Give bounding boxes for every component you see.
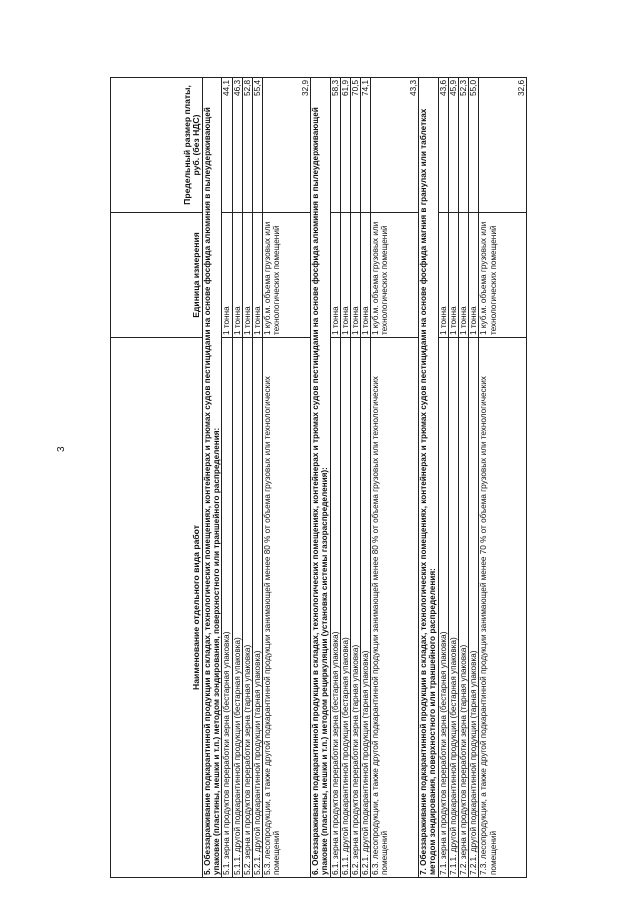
- work-name-cell: 7.2.1. другой подкарантинной продукции (тарная упаковка): [469, 338, 479, 878]
- fee-cell: 43,3: [371, 78, 419, 213]
- unit-cell: 1 куб.м. объема грузовых или технологических помещений: [263, 213, 311, 338]
- section-title: 6. Обеззараживание подкарантинной продукции в складах, технологических помещениях, контейнерах и трюмах судов пестицидами на основе фосфида алюминия в пылеудерживающей упаковке (пластины, мешки и т.п.) методом рециркуляции (установка системы газораспределения):: [311, 78, 330, 878]
- table-row: [263, 78, 311, 878]
- work-name-cell: 6.3. лесопродукции, а также другой подкарантинной продукции занимающей менее 80 % от объема грузовых или технологических помещений: [371, 338, 419, 878]
- work-name-cell: 7.2. зерна и продуктов переработки зерна (тарная упаковка): [459, 338, 469, 878]
- price-table: [110, 77, 527, 878]
- table-row: [479, 78, 527, 878]
- unit-cell: 1 куб.м. объема грузовых или технологических помещений: [479, 213, 527, 338]
- fee-cell: 46,3: [232, 78, 242, 213]
- unit-cell: 1 тонна: [340, 213, 350, 338]
- fee-cell: 55,4: [252, 78, 262, 213]
- unit-cell: 1 тонна: [242, 213, 252, 338]
- unit-cell: 1 тонна: [459, 213, 469, 338]
- work-name-cell: 5.1.1. другой подкарантинной продукции (бестарная упаковка): [232, 338, 242, 878]
- fee-cell: 55,0: [469, 78, 479, 213]
- table-row: [330, 78, 340, 878]
- fee-cell: 61,9: [340, 78, 350, 213]
- fee-cell: 58,3: [330, 78, 340, 213]
- unit-cell: 1 куб.м. объема грузовых или технологических помещений: [371, 213, 419, 338]
- header-unit: Единица измерения: [111, 213, 203, 338]
- work-name-cell: 6.2.1. другой подкарантинной продукции (тарная упаковка): [361, 338, 371, 878]
- table-row: [232, 78, 242, 878]
- table-row: [350, 78, 360, 878]
- table-row: [459, 78, 469, 878]
- work-name-cell: 6.1.1. другой подкарантинной продукции (бестарная упаковка): [340, 338, 350, 878]
- unit-cell: 1 тонна: [232, 213, 242, 338]
- work-name-cell: 5.1. зерна и продуктов переработки зерна (бестарная упаковка): [222, 338, 232, 878]
- table-row: [469, 78, 479, 878]
- fee-cell: 52,8: [242, 78, 252, 213]
- table-row: [340, 78, 350, 878]
- work-name-cell: 7.3. лесопродукции, а также другой подкарантинной продукции занимающей менее 70 % от объема грузовых или технологических помещений: [479, 338, 527, 878]
- section-row: [203, 78, 222, 878]
- unit-cell: 1 тонна: [469, 213, 479, 338]
- table-header-row: [111, 78, 203, 878]
- fee-cell: 52,3: [459, 78, 469, 213]
- work-name-cell: 6.2. зерна и продуктов переработки зерна (тарная упаковка): [350, 338, 360, 878]
- unit-cell: 1 тонна: [350, 213, 360, 338]
- section-title: 5. Обеззараживание подкарантинной продукции в складах, технологических помещениях, контейнерах и трюмах судов пестицидами на основе фосфида алюминия в пылеудерживающей упаковке (пластины, мешки и т.п.) методом зондирования, поверхностного или траншейного распределения:: [203, 78, 222, 878]
- work-name-cell: 5.2.1. другой подкарантинной продукции (тарная упаковка): [252, 338, 262, 878]
- fee-cell: 74,1: [361, 78, 371, 213]
- table-row: [371, 78, 419, 878]
- fee-cell: 45,9: [448, 78, 458, 213]
- header-work-name: Наименование отдельного вида работ: [111, 338, 203, 878]
- work-name-cell: 5.2. зерна и продуктов переработки зерна (тарная упаковка): [242, 338, 252, 878]
- table-row: [222, 78, 232, 878]
- unit-cell: 1 тонна: [361, 213, 371, 338]
- fee-cell: 43,6: [438, 78, 448, 213]
- table-row: [242, 78, 252, 878]
- section-row: [311, 78, 330, 878]
- unit-cell: 1 тонна: [438, 213, 448, 338]
- table-row: [448, 78, 458, 878]
- unit-cell: 1 тонна: [448, 213, 458, 338]
- work-name-cell: 7.1. зерна и продуктов переработки зерна (бестарная упаковка): [438, 338, 448, 878]
- rotated-page-content: [110, 78, 578, 878]
- table-row: [361, 78, 371, 878]
- fee-cell: 44,1: [222, 78, 232, 213]
- fee-cell: 32,6: [479, 78, 527, 213]
- header-fee: Предельный размер платы, руб. (без НДС): [111, 78, 203, 213]
- fee-cell: 70,5: [350, 78, 360, 213]
- work-name-cell: 7.1.1. другой подкарантинной продукции (бестарная упаковка): [448, 338, 458, 878]
- table-body: [203, 78, 527, 878]
- page-number: 3: [56, 446, 67, 452]
- unit-cell: 1 тонна: [252, 213, 262, 338]
- work-name-cell: 5.3. лесопродукции, а также другой подкарантинной продукции занимающей менее 80 % от объема грузовых или технологических помещений: [263, 338, 311, 878]
- table-row: [252, 78, 262, 878]
- unit-cell: 1 тонна: [222, 213, 232, 338]
- section-title: 7. Обеззараживание подкарантинной продукции в складах, технологических помещениях, контейнерах и трюмах судов пестицидами на основе фосфида магния в гранулах или таблетках методом зондирования, поверхностного или траншейного распределения:: [419, 78, 438, 878]
- unit-cell: 1 тонна: [330, 213, 340, 338]
- work-name-cell: 6.1. зерна и продуктов переработки зерна (бестарная упаковка): [330, 338, 340, 878]
- table-row: [438, 78, 448, 878]
- section-row: [419, 78, 438, 878]
- fee-cell: 32,9: [263, 78, 311, 213]
